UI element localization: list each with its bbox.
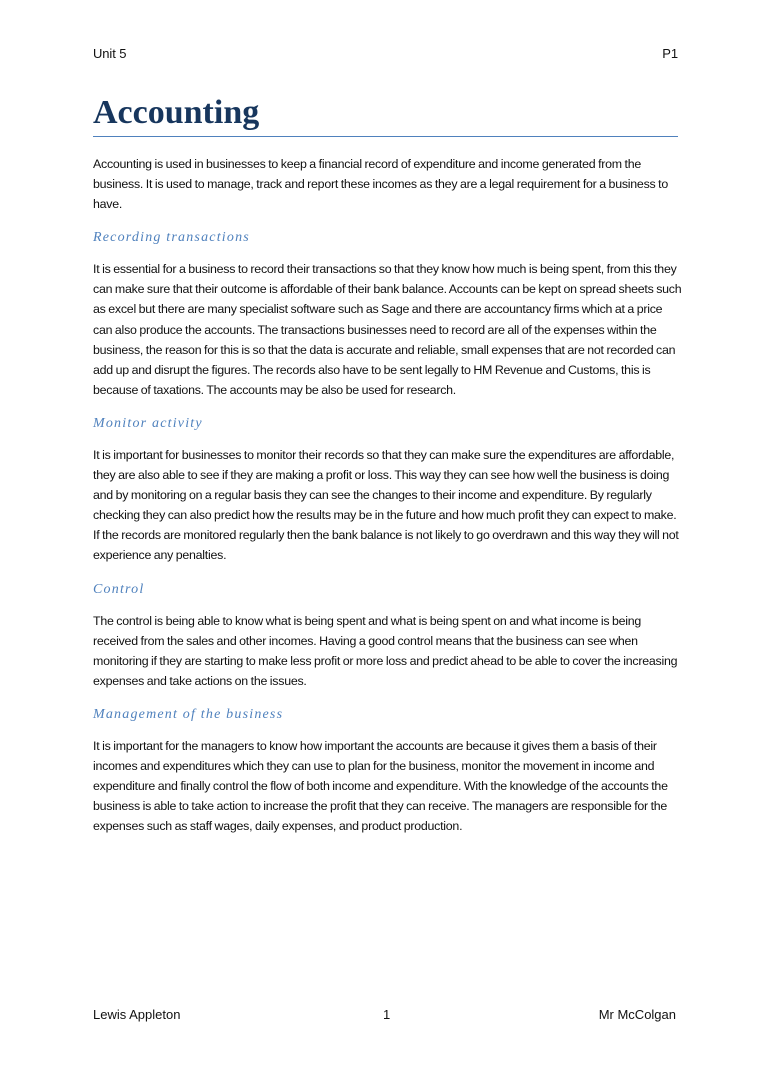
section-heading-monitor: Monitor activity [93,415,203,431]
intro-paragraph: Accounting is used in businesses to keep a financial record of expenditure and income generated from the business. It is used to manage, track and report these incomes as they are a legal requirement for a business to have. [93,157,668,212]
footer-author: Lewis Appleton [93,1007,181,1022]
footer-teacher: Mr McColgan [598,1007,676,1022]
header-unit: Unit 5 [93,46,127,61]
document-body [93,154,683,850]
page-footer [93,1007,676,1025]
section-heading-recording: Recording transactions [93,230,250,246]
section-text-monitor: It is important for businesses to monitor their records so that they can make sure the expenditures are affordable, they are also able to see if they are making a profit or loss. This way they can see how well the business is doing and by monitoring on a regular basis they can see the changes to their income and expenditure. By regularly checking they can also predict how the results may be in the future and how much profit they can expect to make. If the records are monitored regularly then the bank balance is not likely to go overdrawn and this way they will not experience any penalties. [93,447,679,563]
page-header [93,46,678,61]
section-text-control: The control is being able to know what is being spent and what is being spent on and what income is being received from the sales and other incomes. Having a good control means that the business can see when monitoring if they are starting to make less profit or more loss and predict ahead to be able to cover the increasing expenses and take actions on the issues. [93,613,678,688]
section-heading-control: Control [93,581,145,597]
document-title: Accounting [93,92,678,137]
section-text-recording: It is essential for a business to record their transactions so that they know how much is being spent, from this they can make sure that their outcome is affordable of their bank balance. Accounts can be kept on spread sheets such as excel but there are many specialist software such as Sage and there are accountancy firms which at a price can also produce the accounts. The transactions businesses need to record are all of the expenses within the business, the reason for this is so that the data is accurate and reliable, small expenses that are not recorded can add up and disrupt the figures. The records also have to be sent legally to HM Revenue and Customs, this is because of taxations. The accounts may be also be used for research. [93,262,682,397]
section-heading-management: Management of the business [93,706,284,722]
header-code: P1 [662,46,678,61]
section-text-management: It is important for the managers to know how important the accounts are because it gives them a basis of their incomes and expenditures which they can use to plan for the business, monitor the movement in income and expenditure and finally control the flow of both income and expenditure. With the knowledge of the accounts the business is able to take action to increase the profit that they can receive. The managers are responsible for the expenses such as staff wages, daily expenses, and product production. [93,738,668,834]
footer-page-number: 1 [383,1007,391,1022]
